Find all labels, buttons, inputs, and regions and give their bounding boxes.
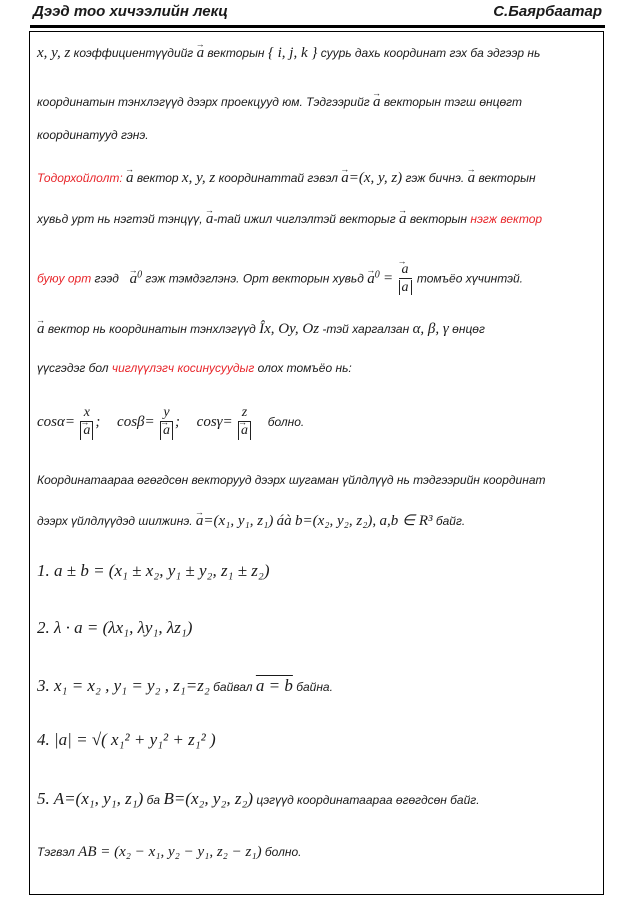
rule-5-points: 5. A=(x₁, y₁, z₁) ба B=(x₂, y₂, z₂) цэгүүд координатаараа өгөгдсөн байг. — [37, 789, 480, 808]
ort-formula-fraction: → $\frac{a}{a}$ — [399, 262, 412, 297]
page-header — [30, 3, 605, 28]
unit-vector-term: нэгж вектор — [470, 212, 543, 226]
cosine-intro-line1: → a вектор нь координатын тэнхлэгүүд Îx, Oy, Oz -тэй харгалзан α, β, γ өнцөг — [37, 321, 485, 337]
rule-1-sum: 1. a ± b = (x₁ ± x₂, y₁ ± y₂, z₁ ± z₂) — [37, 561, 270, 580]
direction-cosines-term: чиглүүлэгч косинусуудыг — [111, 361, 255, 375]
operations-intro-line2: дээрх үйлдлүүдэд шилжинэ. → a=(x₁, y₁, z₁) áà b=(x₂, y₂, z₂), a,b ∈ R³ байг. — [37, 513, 465, 529]
lecture-title: Дээд тоо хичээлийн лекц — [33, 3, 228, 20]
cosine-intro-line2: үүсгэдэг бол чиглүүлэгч косинусуудыг олох томъёо нь: — [37, 361, 352, 375]
cosine-formulas: cosα= x → a ; cosβ= y → a ; cosγ= z → a болно. — [37, 402, 304, 442]
paragraph-coordinates-line3: координатууд гэнэ. — [37, 128, 149, 142]
paragraph-coordinates-line1: x, y, z коэффициентүүдийг → a векторын { i, j, k } суурь дахь координат гэх ба эдгээр нь — [37, 45, 540, 61]
operations-intro-line1: Координатаараа өгөгдсөн векторууд дээрх шугаман үйлдлүүд нь тэдгээрийн координат — [37, 473, 546, 487]
content-frame — [29, 31, 604, 895]
definition-line2: хувьд урт нь нэгтэй тэнцүү, → a-тай ижил чиглэлтэй векторыг → a векторын нэгж вектор — [37, 211, 542, 227]
definition-line1: Тодорхойлолт: → a вектор x, y, z координаттай гэвэл → a=(x, y, z) гэж бичнэ. → a векторын — [37, 170, 536, 186]
rule-3-equality: 3. x₁ = x₂ , y₁ = y₂ , z₁=z₂ байвал a = b байна. — [37, 676, 333, 695]
paragraph-coordinates-line2: координатын тэнхлэгүүд дээрх проекцууд юм. Тэдгээрийг → a векторын тэгш өнцөгт — [37, 94, 522, 110]
definition-label: Тодорхойлолт: — [37, 171, 123, 185]
definition-line3: буюу орт гээд → $a^0$ гэж тэмдэглэнэ. Орт векторын хувьд → $a^0$ = → $\frac{a}{a}$ томъёо хүчинтэй. — [37, 262, 523, 297]
ort-term: буюу орт — [37, 271, 92, 286]
rule-4-length: 4. |a| = √( x₁² + y₁² + z₁² ) — [37, 730, 216, 749]
rule-6-segment-vector: Тэгвэл AB = (x₂ − x₁, y₂ − y₁, z₂ − z₁) болно. — [37, 844, 302, 860]
basis-set: { i, j, k } — [267, 45, 318, 61]
rule-2-scalar: 2. λ · a = (λx₁, λy₁, λz₁) — [37, 618, 193, 637]
author-name: С.Баярбаатар — [493, 3, 602, 20]
